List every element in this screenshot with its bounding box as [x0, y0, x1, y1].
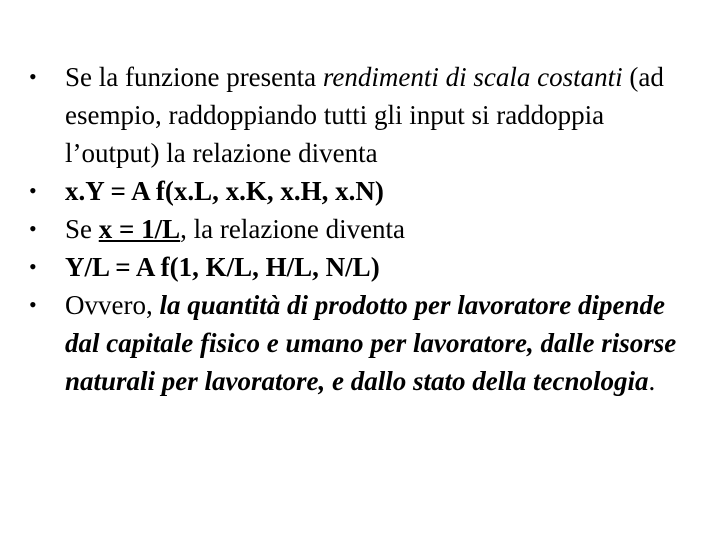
bullet-text: Se la funzione presenta [65, 62, 323, 92]
bullet-text: Se [65, 214, 99, 244]
bullet-text: , la relazione diventa [180, 214, 406, 244]
bullet-substitution [29, 210, 689, 248]
bullet-scaled-equation [29, 172, 689, 210]
bullet-dot-icon: • [29, 64, 37, 89]
bullet-emphasis: rendimenti di scala costanti [322, 62, 623, 92]
bullet-constant-returns [29, 58, 689, 172]
bullet-dot-icon: • [29, 254, 37, 279]
bullet-emphasis: la quantità di prodotto per lavoratore dipende dal capitale fisico e umano per lavoratore, dalle risorse naturali per lavoratore, e dallo stato della tecnologia [65, 290, 677, 396]
bullet-text: Ovvero, [65, 290, 160, 320]
equation-text: x.Y = A f(x.L, x.K, x.H, x.N) [65, 176, 384, 206]
bullet-text: . [648, 366, 656, 396]
bullet-text: (ad esempio, raddoppiando tutti gli input si raddoppia l’output) la relazione diventa [65, 62, 664, 168]
bullet-list [29, 58, 689, 400]
bullet-dot-icon: • [29, 292, 37, 317]
bullet-per-worker-equation [29, 248, 689, 286]
bullet-dot-icon: • [29, 216, 37, 241]
bullet-dot-icon: • [29, 178, 37, 203]
equation-text: Y/L = A f(1, K/L, H/L, N/L) [65, 252, 380, 282]
bullet-conclusion [29, 286, 689, 400]
bullet-emphasis: x = 1/L [98, 214, 181, 244]
